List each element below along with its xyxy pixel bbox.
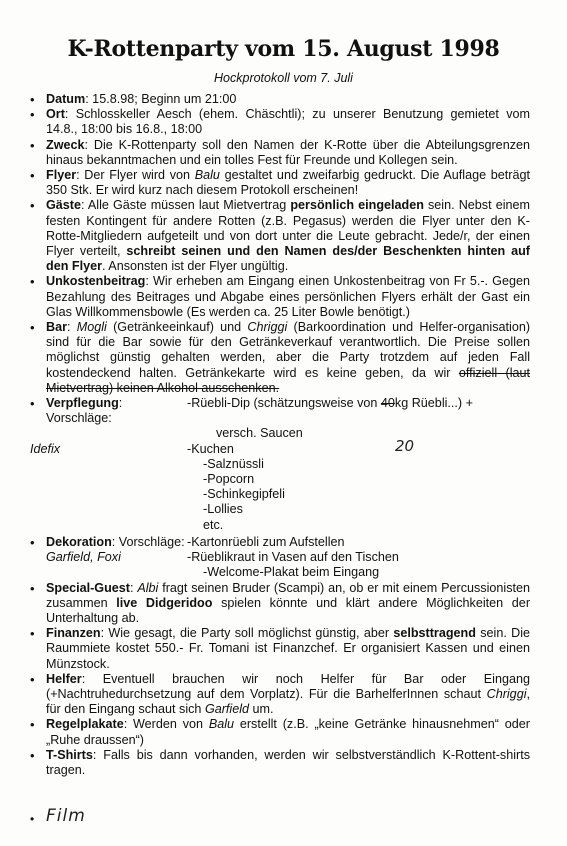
- item-text: , für den Eingang schaut sich: [46, 686, 530, 717]
- item-text: : Der Flyer wird von: [76, 168, 195, 183]
- handwritten-correction: 20: [395, 437, 415, 455]
- item-label: Zweck: [46, 137, 85, 152]
- item-text: : Werden von: [123, 717, 209, 732]
- item-text: (Getränkeeinkauf) und: [106, 320, 248, 335]
- item-text: erstellt (z.B. „keine Getränke hinausnehmen“ oder „Ruhe draussen“): [46, 717, 530, 747]
- handwritten-note: Film: [46, 806, 86, 826]
- bullet: •: [30, 396, 35, 412]
- item-text: um.: [249, 702, 274, 717]
- deco-item: -Rüeblikraut in Vasen auf den Tischen: [187, 550, 399, 565]
- list-item-dekoration: [30, 535, 530, 581]
- item-label: Dekoration: [46, 534, 112, 549]
- item-text: :: [130, 580, 138, 595]
- bullet: •: [30, 168, 35, 184]
- item-label: Special-Guest: [46, 580, 130, 595]
- deco-item: -Kartonrüebli zum Aufstellen: [187, 534, 345, 549]
- bullet: •: [30, 671, 35, 687]
- bullet: •: [30, 580, 35, 596]
- verpflegung-first-row: [46, 396, 530, 426]
- food-item: -Salznüssli: [203, 456, 264, 471]
- food-item: kg Rüebli...) +: [394, 396, 473, 411]
- list-item-t-shirts: [30, 748, 530, 778]
- struck-text: offiziell (laut Mietvertrag) keinen Alkohol ausschenken.: [46, 365, 531, 395]
- item-text: fragt seinen Bruder (Scampi) an, ob er mit einem Percussionisten zusammen: [46, 580, 531, 610]
- person-name: Albi: [137, 580, 159, 595]
- item-text: : Eventuell brauchen wir noch Helfer für Bar oder Eingang (+Nachtruhedurchsetzung auf dem Vorplatz). Für die BarhelferInnen schaut: [46, 671, 530, 701]
- list-item-zweck: [30, 138, 530, 168]
- item-text: : Wir erheben am Eingang einen Unkostenbeitrag von Fr 5.-. Gegen Bezahlung des Beitrages und Abgabe eines persönlichen Flyers erhält der Gast ein Glas Willkommensbowle (Es werden ca. 25 Liter Bowle benötigt.): [46, 274, 530, 319]
- list-item-helfer: [30, 672, 530, 718]
- item-text: : Wie gesagt, die Party soll möglichst günstig, aber: [100, 626, 394, 641]
- item-label: Helfer: [46, 671, 82, 686]
- item-text: : Schlosskeller Aesch (ehem. Chäschtli); zu unserer Benutzung gemietet vom 14.8., 18:00 bis 16.8., 18:00: [46, 107, 530, 137]
- bullet: •: [30, 747, 35, 763]
- food-item: -Kuchen: [187, 441, 234, 456]
- list-item-bar: [30, 320, 530, 396]
- item-label: T-Shirts: [46, 747, 93, 762]
- item-label: Finanzen: [46, 626, 101, 641]
- handwritten-bullet: •: [30, 812, 35, 826]
- list-item-special-guest: [30, 581, 530, 627]
- item-label: Ort: [46, 107, 65, 122]
- food-item: -Rüebli-Dip (schätzungsweise von: [187, 396, 381, 411]
- list-item-gaeste: [30, 198, 530, 274]
- page-title: K-Rottenparty vom 15. August 1998: [67, 36, 500, 62]
- item-text: (Barkoordination und Helfer-organisation) sind für die Bar sowie für den Getränkeverkauf verantwortlich. Die Preise sollen möglichst günstig gehalten werden, aber die Party trotzdem auf jeden Fall kostendeckend halten. Getränkekarte wird es keine geben, da wir: [46, 320, 531, 380]
- list-item-verpflegung: [30, 396, 530, 533]
- person-name: Chriggi: [486, 686, 527, 701]
- item-label: Verpflegung: [46, 396, 119, 411]
- item-text: : Die K-Rottenparty soll den Namen der K-Rotte über die Abteilungsgrenzen hinaus bekanntmachen und ein tolles Fest für Freunde und Kollegen sein.: [46, 137, 530, 167]
- item-label: Regelplakate: [46, 717, 124, 732]
- item-text: . Ansonsten ist der Flyer ungültig.: [102, 259, 289, 274]
- item-text: : 15.8.98; Beginn um 21:00: [85, 92, 237, 106]
- item-label: Gäste: [46, 198, 82, 213]
- item-text: spielen könnte und klärt andere Möglichkeiten der Unterhaltung ab.: [46, 595, 531, 625]
- protocol-list: [30, 92, 530, 778]
- person-name: Garfield, Foxi: [46, 550, 121, 565]
- person-name: Garfield: [204, 702, 250, 717]
- person-name: Balu: [208, 717, 235, 732]
- item-text: : Vorschläge:: [111, 534, 185, 549]
- emphasis-text: schreibt seinen und den Namen des/der Beschenkten hinten auf den Flyer: [46, 244, 530, 274]
- list-item-datum: [30, 92, 530, 107]
- bullet: •: [30, 198, 35, 214]
- item-text: : Vorschläge:: [46, 396, 123, 426]
- page-subtitle: Hockprotokoll vom 7. Juli: [214, 71, 353, 85]
- bullet: •: [30, 717, 35, 733]
- list-item-flyer: [30, 168, 530, 198]
- bullet: •: [30, 107, 35, 123]
- food-item: -Schinkegipfeli: [203, 487, 285, 502]
- item-text: : Alle Gäste müssen laut Mietvertrag: [81, 198, 291, 213]
- bullet: •: [30, 137, 35, 153]
- food-item: versch. Saucen: [216, 426, 303, 441]
- list-item-unkostenbeitrag: [30, 274, 530, 320]
- list-item-finanzen: [30, 626, 530, 672]
- item-label: Datum: [46, 92, 86, 106]
- bullet: •: [30, 92, 35, 107]
- list-item-regelplakate: [30, 717, 530, 747]
- bullet: •: [30, 320, 35, 336]
- verpflegung-person-row: [30, 441, 530, 457]
- food-item: etc.: [203, 517, 224, 532]
- item-text: sein. Nebst einem festen Kontingent für andere Rotten (z.B. Pegasus) werden die Flyer unter den K-Rotte-Mitgliedern aufgeteilt und von dort unter die Leute gebracht. Jede/r, der einen Flyer verteilt,: [46, 198, 530, 259]
- food-item: -Lollies: [203, 502, 243, 517]
- emphasis-text: selbsttragend: [393, 626, 476, 641]
- bullet: •: [30, 626, 35, 642]
- item-text: sein. Die Raummiete kostet 550.- Fr. Tomani ist Finanzchef. Er organisiert Kassen und einen Münzstock.: [46, 626, 531, 671]
- person-name: Idefix: [30, 441, 61, 456]
- item-label: Unkostenbeitrag: [46, 274, 146, 289]
- item-text: gestaltet und zweifarbig gedruckt. Die Auflage beträgt 350 Stk. Er wird kurz nach diesem Protokoll erscheinen!: [46, 168, 531, 198]
- list-item-ort: [30, 107, 530, 137]
- emphasis-text: persönlich eingeladen: [290, 198, 424, 213]
- person-name: Chriggi: [247, 320, 288, 335]
- item-label: Flyer: [46, 168, 77, 183]
- person-name: Mogli: [76, 320, 107, 335]
- person-name: Balu: [194, 168, 220, 183]
- deco-item: -Welcome-Plakat beim Eingang: [203, 565, 380, 580]
- item-text: : Falls bis dann vorhanden, werden wir selbstverständlich K-Rottent-shirts tragen.: [46, 747, 530, 777]
- food-item: -Popcorn: [203, 472, 255, 487]
- item-text: :: [67, 320, 77, 335]
- emphasis-text: live Didgeridoo: [116, 595, 213, 610]
- item-label: Bar: [46, 320, 67, 335]
- bullet: •: [30, 274, 35, 290]
- struck-text: 40: [380, 396, 395, 411]
- bullet: •: [30, 534, 35, 550]
